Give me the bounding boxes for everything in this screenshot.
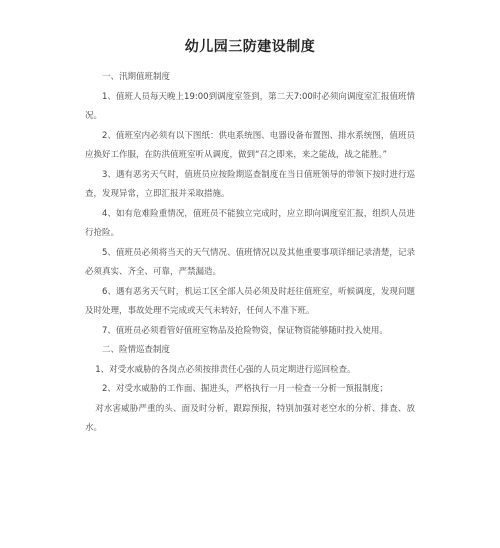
paragraph: 7、值班员必须看管好值班室物品及抢险物资，保证物资能够随时投入使用。 xyxy=(102,325,388,336)
document-title: 幼儿园三防建设制度 xyxy=(184,39,316,55)
document-body xyxy=(85,68,415,439)
paragraph: 对水害威胁严重的头、面及时分析，跟踪预报，特别加强对老空水的分析、排查、放水。 xyxy=(85,403,415,433)
paragraph: 5、值班员必须将当天的天气情况、值班情况以及其他重要事项详细记录清楚，记录必须真实、齐全、可靠，严禁漏造。 xyxy=(85,247,415,277)
section-heading-flood-duty: 一、汛期值班制度 xyxy=(102,72,171,82)
paragraph: 2、对受水威胁的工作面、掘进头，严格执行一月一检查一分析一预报制度； xyxy=(102,384,388,394)
paragraph: 3、遇有恶劣天气时，值班员应按险期巡查制度在当日值班领导的带领下按时进行巡查，发现异常，立即汇报并采取措施。 xyxy=(85,169,415,199)
paragraph: 1、值班人员每天晚上19:00到调度室签到，第二天7:00时必须向调度室汇报值班情况。 xyxy=(85,91,415,121)
paragraph: 6、遇有恶劣天气时，机运工区全部人员必须及时赶往值班室，听候调度，发现问题及时处理，事故处理不完成或天气未转好，任何人不准下班。 xyxy=(85,286,415,316)
paragraph: 2、值班室内必须有以下图纸：供电系统图、电器设备布置图、排水系统图，值班员应换好工作服，在防洪值班室听从调度，做到“召之即来，来之能战，战之能胜。” xyxy=(85,130,415,160)
paragraph: 4、如有危难险重情况，值班员不能独立完成时，应立即向调度室汇报，组织人员进行抢险。 xyxy=(85,208,415,238)
paragraph: 1、对受水威胁的各岗点必须按排责任心强的人员定期进行巡回检查。 xyxy=(95,364,356,375)
section-heading-hazard-inspection: 二、险情巡查制度 xyxy=(102,345,171,355)
